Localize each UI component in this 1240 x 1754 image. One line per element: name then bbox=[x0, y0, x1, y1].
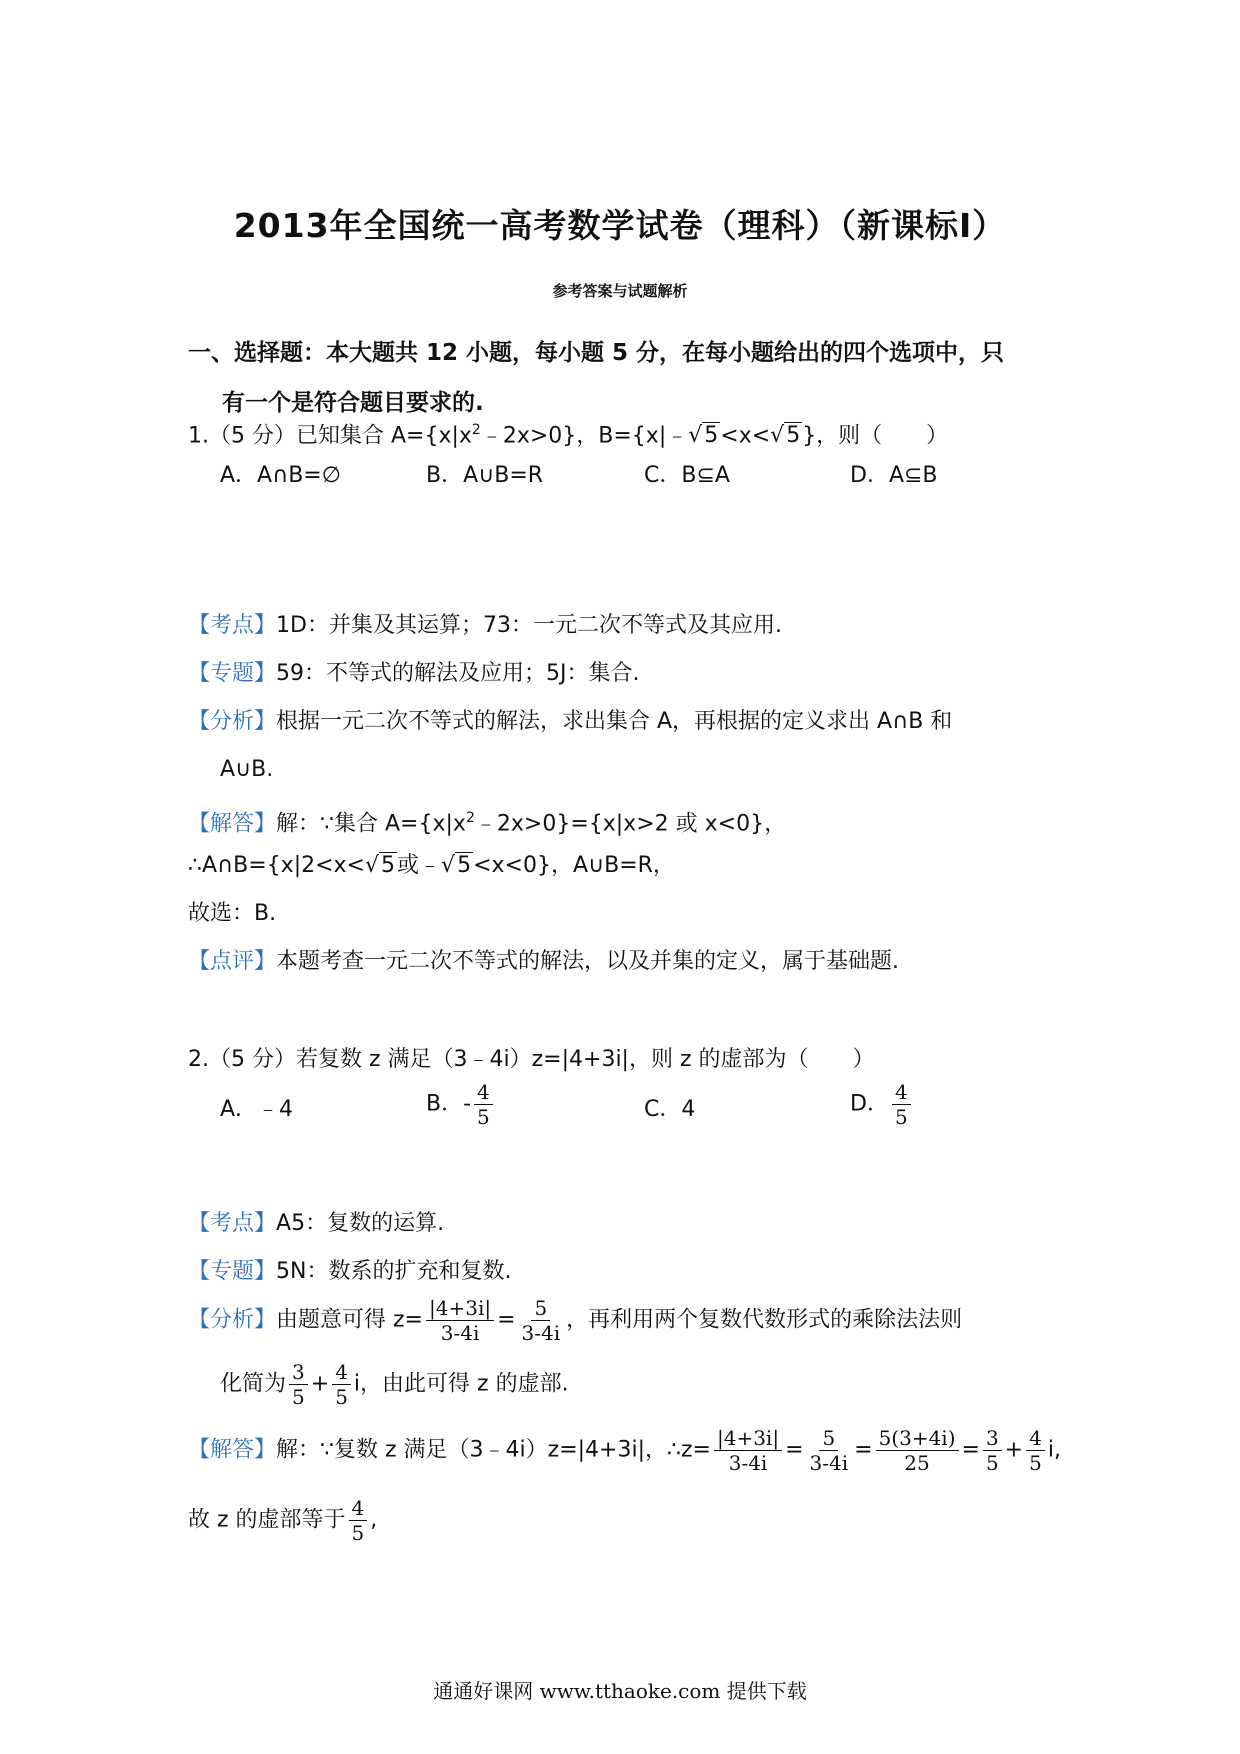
section-heading-line1: 一、选择题：本大题共 12 小题，每小题 5 分，在每小题给出的四个选项中，只 bbox=[188, 340, 1005, 366]
page-subtitle: 参考答案与试题解析 bbox=[552, 282, 688, 300]
fraction bbox=[426, 1296, 494, 1345]
q2-kaodian-text: A5：复数的运算. bbox=[276, 1211, 445, 1236]
tag-fenxi: 【分析】 bbox=[188, 709, 277, 734]
tag-fenxi: 【分析】 bbox=[188, 1307, 277, 1333]
sqrt-radicand: 5 bbox=[381, 853, 396, 878]
tag-dianping: 【点评】 bbox=[188, 949, 277, 974]
q2-option-d-label: D． bbox=[850, 1091, 889, 1117]
fraction-numerator: 3 bbox=[289, 1360, 308, 1385]
q2-jieda-part: 解：∵复数 z 满足（3﹣4i）z=|4+3i|，∴z= bbox=[276, 1437, 711, 1463]
fraction bbox=[892, 1080, 911, 1129]
sqrt-radicand: 5 bbox=[704, 423, 719, 449]
q1-jieda-part: <x<0}，A∪B=R， bbox=[473, 853, 675, 878]
question-1-stem bbox=[188, 414, 948, 452]
fraction bbox=[289, 1360, 308, 1409]
q2-fenxi-line2 bbox=[220, 1360, 569, 1409]
fraction-numerator: 4 bbox=[892, 1080, 911, 1105]
q1-jieda-part: ∴A∩B={x|2<x< bbox=[188, 853, 365, 878]
sqrt-radicand: 5 bbox=[457, 853, 472, 878]
fraction-numerator: 5(3+4i) bbox=[876, 1426, 959, 1451]
q1-jieda bbox=[188, 802, 786, 840]
fraction-numerator: 5 bbox=[819, 1426, 838, 1451]
q2-jieda bbox=[188, 1426, 1061, 1475]
equals-sign: = bbox=[785, 1437, 804, 1463]
fraction-denominator: 5 bbox=[894, 1105, 908, 1129]
equals-sign: = bbox=[854, 1437, 873, 1463]
q1-stem-part: 1.（5 分）已知集合 A={x|x bbox=[188, 423, 472, 449]
equals-sign: = bbox=[961, 1437, 980, 1463]
fraction-denominator: 5 bbox=[985, 1451, 999, 1475]
q2-fenxi-part: 化简为 bbox=[220, 1371, 287, 1397]
fraction-denominator: 5 bbox=[292, 1385, 305, 1409]
q2-option-b-sign: - bbox=[463, 1091, 472, 1117]
q1-jieda-line2 bbox=[188, 850, 675, 882]
tag-zhuanti: 【专题】 bbox=[188, 1259, 277, 1284]
q2-option-b-label: B． bbox=[426, 1091, 464, 1117]
fraction bbox=[519, 1296, 564, 1345]
q1-jieda-line3: 故选：B. bbox=[188, 901, 277, 926]
q1-stem-part: ﹣2x>0}，B={x|﹣ bbox=[480, 423, 689, 449]
fraction-numerator: 4 bbox=[474, 1080, 493, 1105]
fraction-denominator: 5 bbox=[351, 1521, 365, 1545]
fraction-numerator: |4+3i| bbox=[426, 1296, 494, 1321]
page-footer: 通通好课网 www.tthaoke.com 提供下载 bbox=[433, 1679, 807, 1703]
q1-fenxi-text: 根据一元二次不等式的解法，求出集合 A，再根据的定义求出 A∩B 和 bbox=[276, 709, 953, 734]
tag-zhuanti: 【专题】 bbox=[188, 661, 277, 686]
fraction-denominator: 3-4i bbox=[440, 1321, 480, 1345]
q1-dianping-text: 本题考查一元二次不等式的解法，以及并集的定义，属于基础题. bbox=[276, 949, 900, 974]
fraction bbox=[349, 1496, 368, 1545]
fraction bbox=[714, 1426, 782, 1475]
equals-sign: = bbox=[497, 1307, 516, 1333]
fraction-numerator: 4 bbox=[349, 1496, 368, 1521]
sqrt-radicand: 5 bbox=[786, 423, 801, 449]
fraction-denominator: 3-4i bbox=[728, 1451, 768, 1475]
q2-option-d bbox=[850, 1080, 914, 1129]
q1-jieda-part: 解：∵集合 A={x|x bbox=[276, 811, 466, 837]
q1-option-d: D．A⊆B bbox=[850, 463, 938, 488]
fraction-denominator: 3-4i bbox=[521, 1321, 561, 1345]
q1-stem-part: <x< bbox=[720, 423, 771, 449]
fraction-numerator: 3 bbox=[983, 1426, 1002, 1451]
fraction-denominator: 25 bbox=[904, 1451, 930, 1475]
q2-jieda-part: i, bbox=[1047, 1437, 1061, 1463]
fraction-numerator: 5 bbox=[531, 1296, 550, 1321]
q1-jieda-part: ﹣2x>0}={x|x>2 或 x<0}， bbox=[474, 811, 787, 837]
section-heading-line2: 有一个是符合题目要求的. bbox=[222, 390, 484, 416]
plus-sign: + bbox=[1004, 1437, 1024, 1463]
fraction-numerator: 4 bbox=[1026, 1426, 1045, 1451]
q2-fenxi-part: ，再利用两个复数代数形式的乘除法法则 bbox=[566, 1307, 963, 1333]
fraction bbox=[332, 1360, 351, 1409]
q1-option-a: A．A∩B=∅ bbox=[220, 463, 341, 488]
q2-jieda-part: , bbox=[370, 1507, 378, 1533]
tag-jieda: 【解答】 bbox=[188, 811, 277, 837]
q1-stem-sup: 2 bbox=[471, 422, 481, 438]
fraction bbox=[876, 1426, 959, 1475]
q1-option-c: C．B⊆A bbox=[644, 463, 730, 488]
sqrt-5: √5 bbox=[688, 423, 719, 449]
q1-jieda-part: 或﹣ bbox=[397, 853, 442, 878]
q1-jieda-sup: 2 bbox=[465, 810, 475, 826]
q1-zhuanti bbox=[188, 658, 640, 690]
sqrt-5: √5 bbox=[770, 423, 801, 449]
fraction-denominator: 3-4i bbox=[809, 1451, 849, 1475]
question-2-stem: 2.（5 分）若复数 z 满足（3﹣4i）z=|4+3i|，则 z 的虚部为（ ） bbox=[188, 1047, 875, 1072]
page-title: 2013年全国统一高考数学试卷（理科）（新课标Ⅰ） bbox=[233, 206, 1007, 245]
fraction bbox=[807, 1426, 852, 1475]
q2-fenxi-part: 由题意可得 z= bbox=[276, 1307, 423, 1333]
fraction-numerator: |4+3i| bbox=[714, 1426, 782, 1451]
q1-kaodian-text: 1D：并集及其运算；73：一元二次不等式及其应用. bbox=[276, 613, 782, 638]
fraction-denominator: 5 bbox=[335, 1385, 348, 1409]
fraction-numerator: 4 bbox=[332, 1360, 351, 1385]
fraction-denominator: 5 bbox=[1029, 1451, 1042, 1475]
tag-jieda: 【解答】 bbox=[188, 1437, 277, 1463]
q2-option-a: A．﹣4 bbox=[220, 1097, 294, 1122]
fraction bbox=[474, 1080, 493, 1129]
tag-kaodian: 【考点】 bbox=[188, 613, 277, 638]
tag-kaodian: 【考点】 bbox=[188, 1211, 277, 1236]
q1-fenxi bbox=[188, 706, 952, 738]
plus-sign: + bbox=[310, 1371, 330, 1397]
q2-zhuanti bbox=[188, 1256, 511, 1288]
section-heading bbox=[188, 328, 1068, 428]
q1-dianping bbox=[188, 946, 899, 978]
q1-zhuanti-text: 59：不等式的解法及应用；5J：集合. bbox=[276, 661, 640, 686]
q2-fenxi bbox=[188, 1296, 962, 1345]
q2-kaodian bbox=[188, 1208, 444, 1240]
q2-jieda-line2 bbox=[188, 1496, 377, 1545]
sqrt-5: √5 bbox=[365, 853, 396, 878]
q2-fenxi-part: i，由此可得 z 的虚部. bbox=[353, 1371, 569, 1397]
q1-option-b: B．A∪B=R bbox=[426, 463, 544, 488]
fraction bbox=[983, 1426, 1002, 1475]
q2-zhuanti-text: 5N：数系的扩充和复数. bbox=[276, 1259, 512, 1284]
q1-kaodian bbox=[188, 610, 782, 642]
fraction-denominator: 5 bbox=[477, 1105, 490, 1129]
sqrt-5: √5 bbox=[441, 853, 472, 878]
q1-fenxi-line2: A∪B. bbox=[220, 757, 274, 782]
q2-option-c: C．4 bbox=[644, 1097, 696, 1122]
q2-option-b bbox=[426, 1080, 496, 1129]
q1-stem-part: }，则（ ） bbox=[802, 423, 949, 449]
fraction bbox=[1026, 1426, 1045, 1475]
q2-jieda-part: 故 z 的虚部等于 bbox=[188, 1507, 346, 1533]
